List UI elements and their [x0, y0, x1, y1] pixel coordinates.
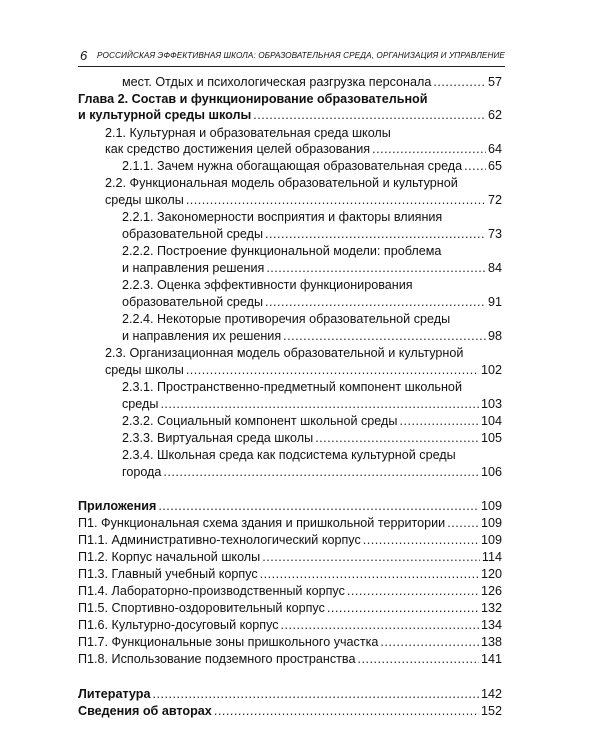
toc-entry[interactable] — [78, 583, 502, 600]
toc-entry[interactable] — [78, 600, 502, 617]
page-number: 6 — [80, 48, 88, 63]
toc-entry[interactable] — [122, 328, 502, 345]
running-title: РОССИЙСКАЯ ЭФФЕКТИВНАЯ ШКОЛА: ОБРАЗОВАТЕЛЬНАЯ СРЕДА, ОРГАНИЗАЦИЯ И УПРАВЛЕНИЕ — [96, 51, 505, 60]
toc-entry-page: 138 — [480, 635, 502, 649]
dot-leader — [266, 260, 486, 277]
toc-entry-page: 141 — [480, 652, 502, 666]
toc-entry[interactable] — [78, 532, 502, 549]
toc-entry-title: 2.2.1. Закономерности восприятия и факторы влияния — [122, 210, 443, 224]
toc-entry[interactable] — [78, 703, 502, 720]
dot-leader — [163, 464, 479, 481]
toc-entry[interactable] — [78, 651, 502, 668]
toc-entry-page: 106 — [480, 465, 502, 479]
toc-entry-title: 2.3.3. Виртуальная среда школы — [122, 431, 314, 445]
toc-entry-title: 2.2.3. Оценка эффективности функционирования — [122, 278, 413, 292]
toc-entry[interactable] — [78, 107, 502, 124]
toc-entry-title: и направления их решения — [122, 329, 282, 343]
toc-entry-title: П1.1. Административно-технологический корпус — [78, 533, 361, 547]
dot-leader — [158, 498, 479, 515]
toc-entry[interactable] — [105, 192, 502, 209]
toc-entry[interactable] — [122, 430, 502, 447]
dot-leader — [399, 413, 479, 430]
toc-entry-title: П1.4. Лабораторно-производственный корпус — [78, 584, 345, 598]
dot-leader — [433, 74, 486, 91]
toc-entry[interactable] — [122, 158, 502, 175]
toc-entry-title: среды школы — [105, 193, 184, 207]
toc-entry-page: 126 — [480, 584, 502, 598]
toc-entry[interactable] — [122, 396, 502, 413]
toc-entry[interactable] — [122, 74, 502, 91]
toc-section-title: Сведения об авторах — [78, 704, 212, 718]
toc-entry-title: среды — [122, 397, 159, 411]
dot-leader — [152, 686, 479, 703]
dot-leader — [186, 192, 486, 209]
dot-leader — [372, 141, 486, 158]
toc-entry-page: 134 — [480, 618, 502, 632]
dot-leader — [380, 634, 479, 651]
toc-entry[interactable] — [78, 549, 502, 566]
dot-leader — [283, 328, 486, 345]
dot-leader — [358, 651, 479, 668]
dot-leader — [260, 566, 479, 583]
toc-section-title: Приложения — [78, 499, 157, 513]
dot-leader — [447, 515, 479, 532]
toc-entry-title: П1.6. Культурно-досуговый корпус — [78, 618, 279, 632]
toc-entry-page: 64 — [487, 142, 502, 156]
running-header — [78, 48, 505, 67]
toc-entry[interactable] — [122, 464, 502, 481]
dot-leader — [327, 600, 479, 617]
toc-entry-title: 2.2.4. Некоторые противоречия образовательной среды — [122, 312, 451, 326]
toc-entry[interactable] — [122, 294, 502, 311]
toc-entry[interactable] — [122, 413, 502, 430]
toc-entry-title: и направления решения — [122, 261, 265, 275]
toc-entry-title: П1.7. Функциональные зоны пришкольного участка — [78, 635, 379, 649]
toc-entry-page: 105 — [480, 431, 502, 445]
toc-entry-title: П1.3. Главный учебный корпус — [78, 567, 258, 581]
toc-entry-title: и культурной среды школы — [78, 108, 252, 122]
toc-entry-title: П1.5. Спортивно-оздоровительный корпус — [78, 601, 325, 615]
toc-entry[interactable] — [78, 515, 502, 532]
toc-entry[interactable] — [78, 617, 502, 634]
toc-entry-page: 120 — [480, 567, 502, 581]
toc-entry-title: образовательной среды — [122, 295, 264, 309]
toc-entry[interactable] — [105, 362, 502, 379]
dot-leader — [281, 617, 479, 634]
toc-entry-page: 102 — [480, 363, 502, 377]
toc-entry-page: 132 — [480, 601, 502, 615]
toc-entry-title: 2.3. Организационная модель образовательной и культурной — [105, 346, 464, 360]
toc-entry[interactable] — [122, 260, 502, 277]
toc-entry-title: среды школы — [105, 363, 184, 377]
toc-entry-title: мест. Отдых и психологическая разгрузка персонала — [122, 75, 432, 89]
toc-entry-title: 2.3.2. Социальный компонент школьной среды — [122, 414, 398, 428]
toc-section-title: Литература — [78, 687, 151, 701]
toc-entry-page: 114 — [481, 550, 502, 564]
toc-entry-page: 73 — [487, 227, 502, 241]
toc-entry-title: как средство достижения целей образования — [105, 142, 371, 156]
dot-leader — [214, 703, 479, 720]
toc-entry-title: 2.1.1. Зачем нужна обогащающая образовательная среда — [122, 159, 463, 173]
toc-entry-page: 65 — [487, 159, 502, 173]
dot-leader — [347, 583, 479, 600]
toc-entry-title: образовательной среды — [122, 227, 264, 241]
toc-entry-title: 2.3.1. Пространственно-предметный компонент школьной — [122, 380, 462, 394]
dot-leader — [363, 532, 479, 549]
dot-leader — [265, 294, 486, 311]
dot-leader — [160, 396, 479, 413]
toc-entry-title: П1. Функциональная схема здания и пришкольной территории — [78, 516, 446, 530]
toc-entry-title: 2.3.4. Школьная среда как подсистема культурной среды — [122, 448, 456, 462]
dot-leader — [315, 430, 479, 447]
toc-entry[interactable] — [122, 226, 502, 243]
toc-entry[interactable] — [78, 686, 502, 703]
toc-entry-page: 109 — [480, 499, 502, 513]
dot-leader — [253, 107, 486, 124]
toc-entry-page: 91 — [487, 295, 502, 309]
toc-entry-title: города — [122, 465, 162, 479]
dot-leader — [464, 158, 486, 175]
toc-entry-title: 2.2.2. Построение функциональной модели: проблема — [122, 244, 442, 258]
dot-leader — [262, 549, 480, 566]
dot-leader — [186, 362, 479, 379]
toc-entry-page: 84 — [487, 261, 502, 275]
toc-chapter-title: Глава 2. Состав и функционирование образовательной — [78, 92, 428, 106]
toc-entry-page: 72 — [487, 193, 502, 207]
toc-entry-title: П1.8. Использование подземного пространства — [78, 652, 356, 666]
toc-entry-page: 57 — [487, 75, 502, 89]
toc-entry-page: 109 — [480, 516, 502, 530]
toc-entry[interactable] — [78, 634, 502, 651]
toc-entry[interactable] — [78, 498, 502, 515]
toc-entry-page: 152 — [480, 704, 502, 718]
toc-entry-page: 104 — [480, 414, 502, 428]
toc-entry-title: 2.2. Функциональная модель образовательной и культурной — [105, 176, 458, 190]
toc-entry[interactable] — [105, 141, 502, 158]
toc-entry-page: 103 — [480, 397, 502, 411]
toc-entry-page: 109 — [480, 533, 502, 547]
toc-entry-title: П1.2. Корпус начальной школы — [78, 550, 261, 564]
toc-entry-page: 98 — [487, 329, 502, 343]
toc-entry-page: 62 — [487, 108, 502, 122]
toc-entry[interactable] — [78, 566, 502, 583]
dot-leader — [265, 226, 486, 243]
toc-entry-title: 2.1. Культурная и образовательная среда школы — [105, 126, 391, 140]
toc-entry-page: 142 — [480, 687, 502, 701]
